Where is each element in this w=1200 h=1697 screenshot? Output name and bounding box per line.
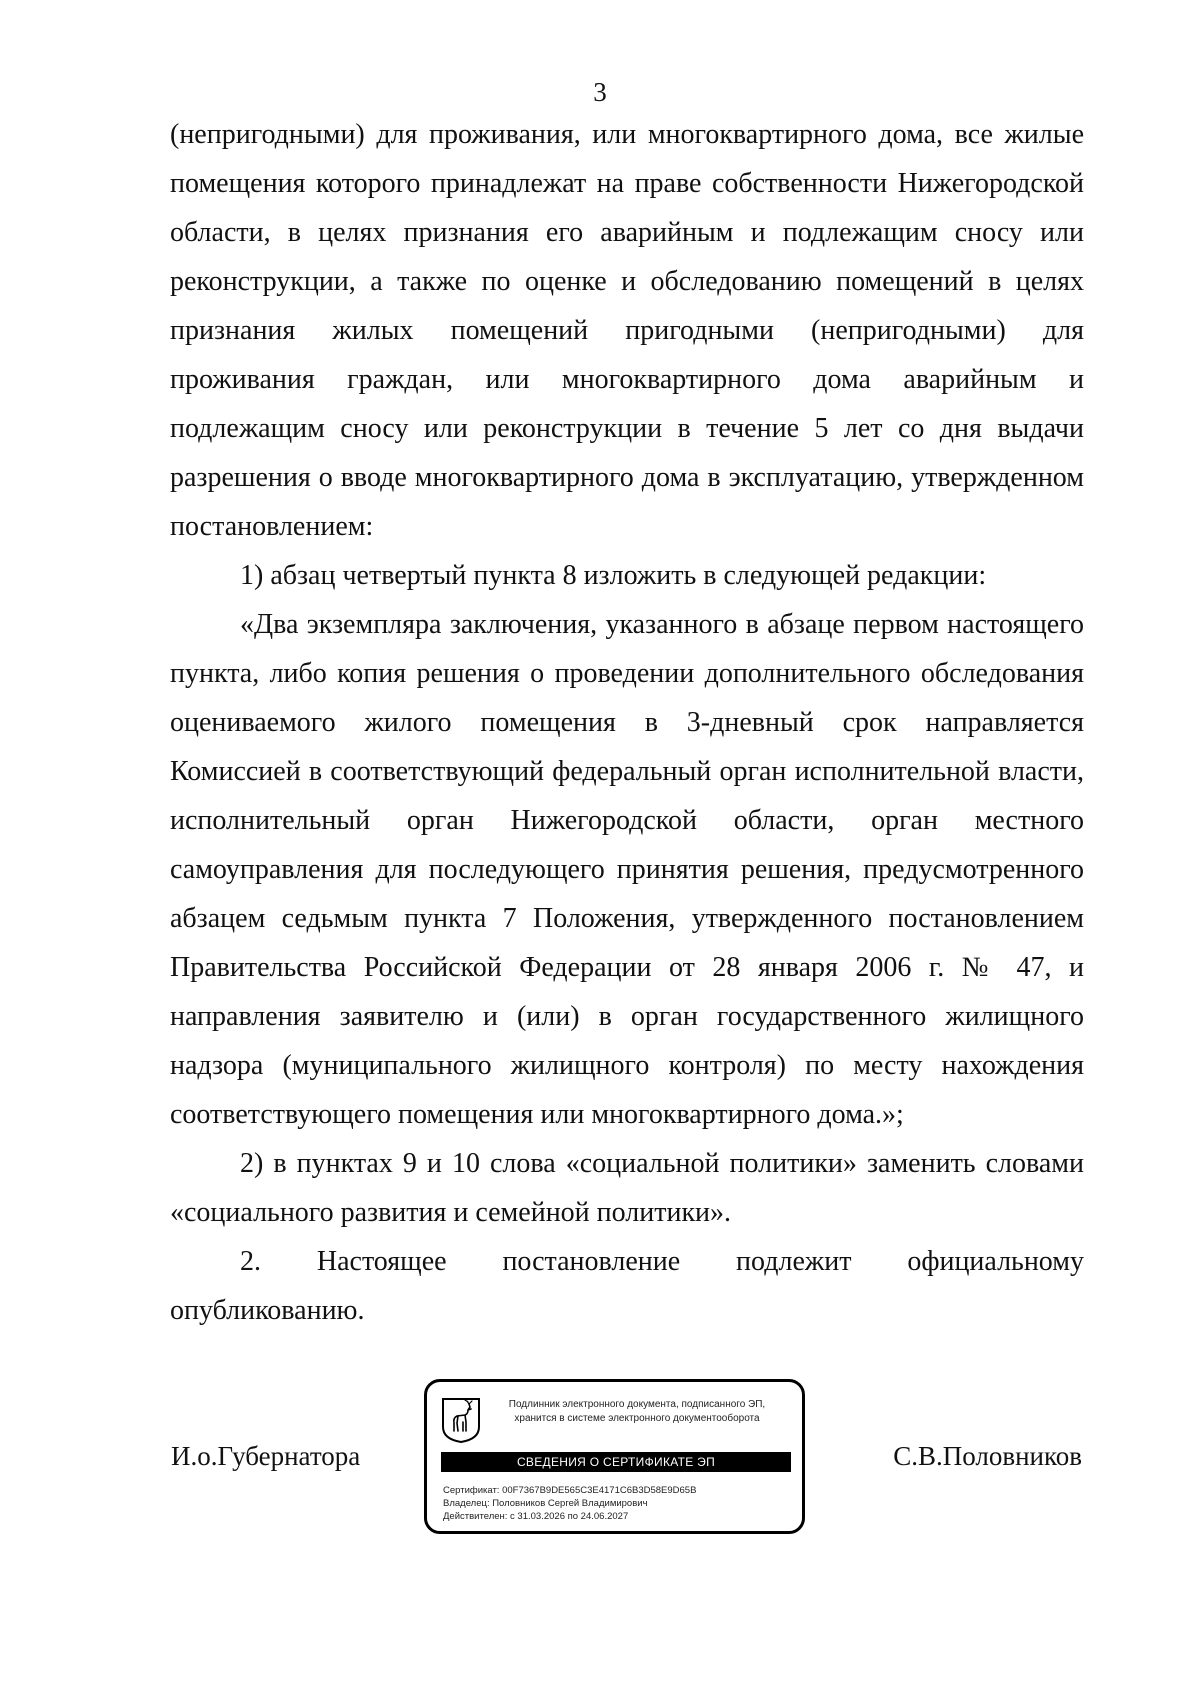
document-body	[170, 110, 1084, 1335]
certificate-number: Сертификат: 00F7367B9DE565C3E4171C6B3D58E9D65B	[443, 1485, 697, 1496]
e-signature-stamp	[424, 1379, 805, 1534]
deer-emblem-icon	[441, 1397, 481, 1443]
signatory-position: И.о.Губернатора	[171, 1441, 361, 1471]
paragraph-quote: «Два экземпляра заключения, указанного в абзаце первом настоящего пункта, либо копия решения о проведении дополнительного обследования оцениваемого жилого помещения в 3-дневный срок направляется Комиссией в соответствующий федеральный орган исполнительной власти, исполнительный орган Нижегородской области, орган местного самоуправления для последующего принятия решения, предусмотренного абзацем седьмым пункта 7 Положения, утвержденного постановлением Правительства Российской Федерации от 28 января 2006 г. № 47, и направления заявителю и (или) в орган государственного жилищного надзора (муниципального жилищного контроля) по месту нахождения соответствующего помещения или многоквартирного дома.»;	[170, 609, 1084, 1130]
paragraph-item-1: 1) абзац четвертый пункта 8 изложить в следующей редакции:	[240, 560, 987, 591]
stamp-title: СВЕДЕНИЯ О СЕРТИФИКАТЕ ЭП	[441, 1452, 791, 1472]
certificate-owner: Владелец: Половников Сергей Владимирович	[443, 1498, 648, 1509]
stamp-header	[487, 1398, 787, 1426]
paragraph-item-2: 2) в пунктах 9 и 10 слова «социальной политики» заменить словами «социального развития и семейной политики».	[170, 1148, 1084, 1228]
stamp-details	[443, 1484, 696, 1523]
stamp-header-line-1: Подлинник электронного документа, подписанного ЭП,	[508, 1399, 766, 1410]
paragraph-publication: 2. Настоящее постановление подлежит официальному опубликованию.	[170, 1246, 1084, 1326]
stamp-header-line-2: хранится в системе электронного документооборота	[514, 1413, 760, 1424]
signatory-name: С.В.Половников	[893, 1441, 1082, 1471]
paragraph-intro: (непригодными) для проживания, или многоквартирного дома, все жилые помещения которого принадлежат на праве собственности Нижегородской области, в целях признания его аварийным и подлежащим сносу или реконструкции, а также по оценке и обследованию помещений в целях признания жилых помещений пригодными (непригодными) для проживания граждан, или многоквартирного дома аварийным и подлежащим сносу или реконструкции в течение 5 лет со дня выдачи разрешения о вводе многоквартирного дома в эксплуатацию, утвержденном постановлением:	[170, 119, 1084, 542]
page-number: 3	[593, 77, 607, 107]
certificate-validity: Действителен: с 31.03.2026 по 24.06.2027	[443, 1511, 629, 1522]
